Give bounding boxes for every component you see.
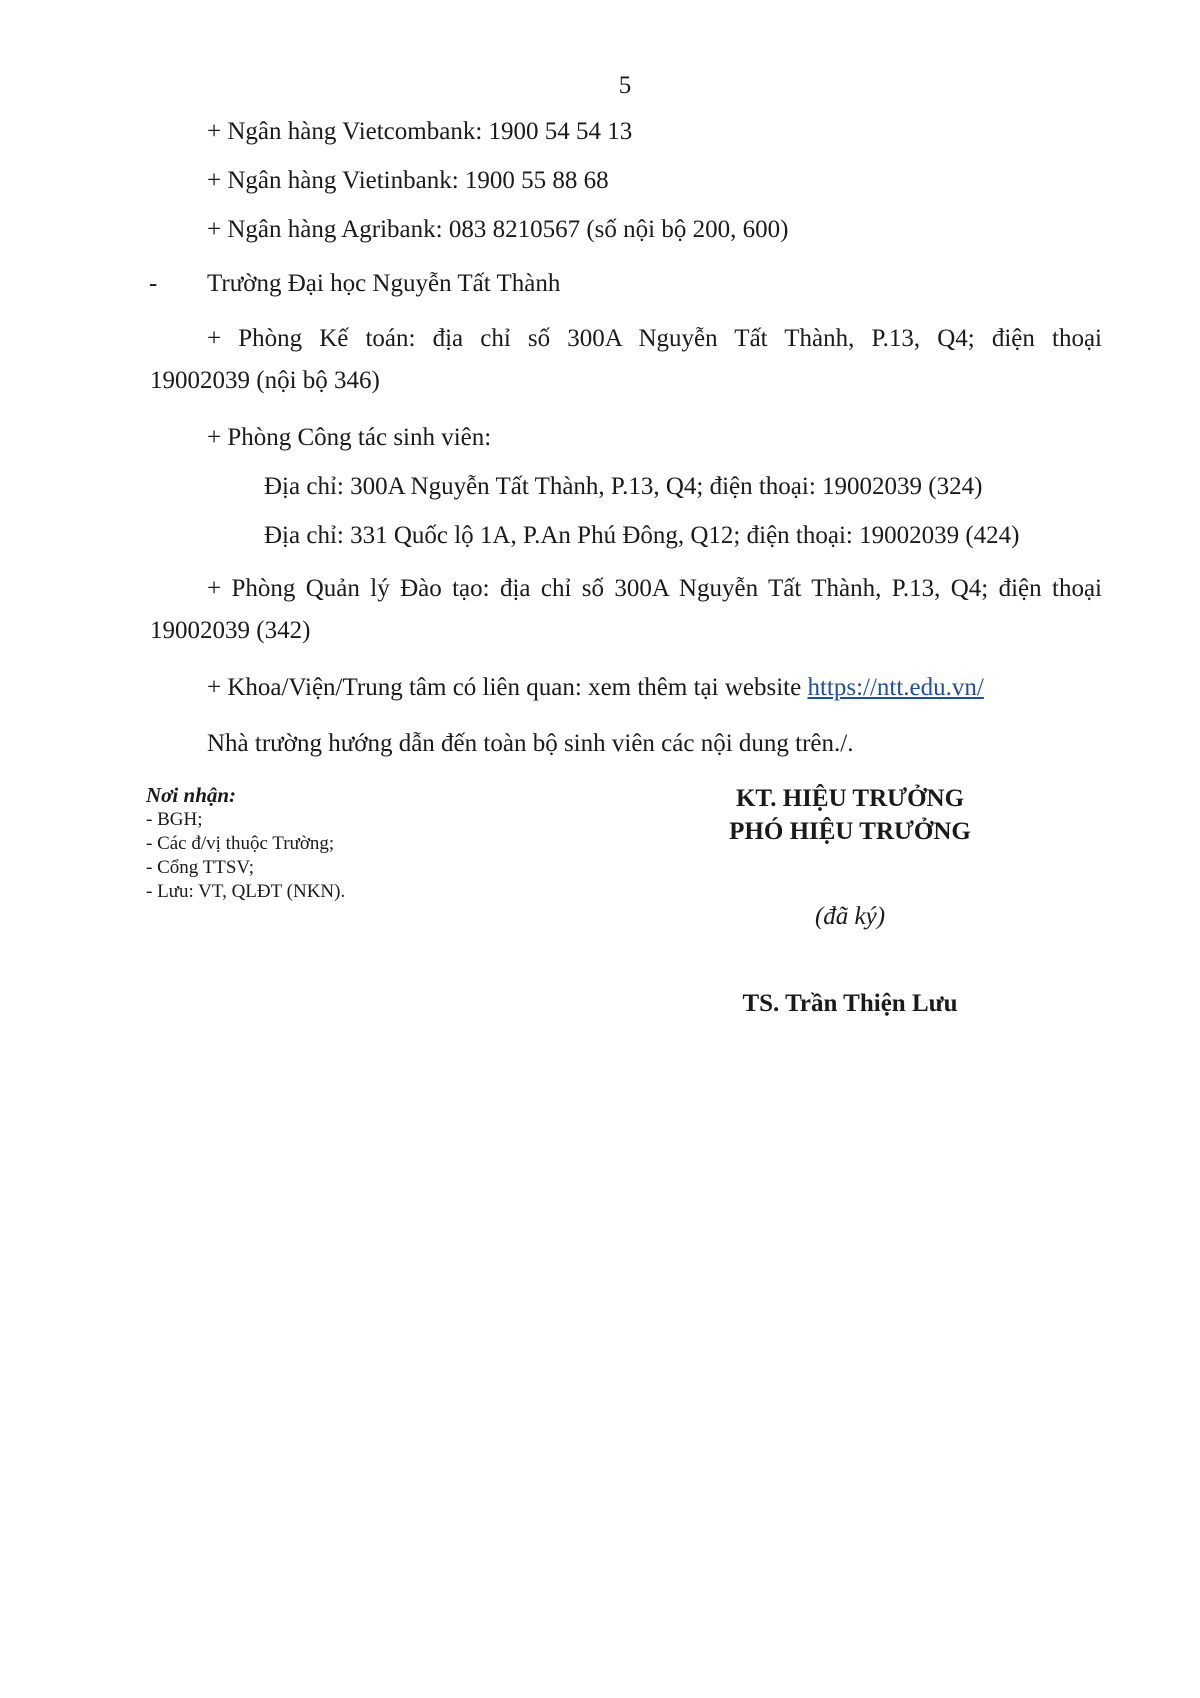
accounting-phone: 19002039 (nội bộ 346) [150, 367, 380, 394]
recipients-block [146, 782, 345, 904]
bank-line-vietinbank: + Ngân hàng Vietinbank: 1900 55 88 68 [207, 167, 609, 194]
accounting-line: + Phòng Kế toán: địa chỉ số 300A Nguyễn Tất Thành, P.13, Q4; điện thoại [207, 325, 1102, 352]
bank-line-agribank: + Ngân hàng Agribank: 083 8210567 (số nội bộ 200, 600) [207, 216, 789, 243]
training-phone: 19002039 (342) [150, 617, 311, 644]
recipient-item: - Lưu: VT, QLĐT (NKN). [146, 881, 346, 902]
university-name: Trường Đại học Nguyễn Tất Thành [207, 270, 561, 297]
student-affairs-address-1: Địa chỉ: 300A Nguyễn Tất Thành, P.13, Q4; điện thoại: 19002039 (324) [264, 473, 983, 500]
signed-note: (đã ký) [814, 903, 886, 930]
bank-line-vietcombank: + Ngân hàng Vietcombank: 1900 54 54 13 [207, 118, 633, 145]
recipient-item: - Cổng TTSV; [146, 857, 255, 878]
faculty-text: + Khoa/Viện/Trung tâm có liên quan: xem thêm tại website [207, 674, 808, 701]
website-link[interactable]: https://ntt.edu.vn/ [807, 674, 984, 701]
recipient-item: - Các đ/vị thuộc Trường; [146, 833, 335, 854]
training-line: + Phòng Quản lý Đào tạo: địa chỉ số 300A Nguyễn Tất Thành, P.13, Q4; điện thoại [207, 575, 1102, 602]
signer-name: TS. Trần Thiện Lưu [742, 990, 958, 1017]
signature-title-2: PHÓ HIỆU TRƯỞNG [729, 818, 971, 845]
student-affairs-title: + Phòng Công tác sinh viên: [207, 424, 492, 451]
page-number: 5 [618, 72, 632, 99]
student-affairs-address-2: Địa chỉ: 331 Quốc lộ 1A, P.An Phú Đông, Q12; điện thoại: 19002039 (424) [264, 522, 1020, 549]
list-bullet: - [149, 270, 158, 297]
recipient-item: - BGH; [146, 809, 203, 830]
signature-block [650, 782, 1050, 848]
closing-sentence: Nhà trường hướng dẫn đến toàn bộ sinh viên các nội dung trên./. [207, 730, 854, 757]
recipients-title: Nơi nhận: [146, 783, 237, 807]
faculty-line [207, 672, 984, 704]
training-paragraph [150, 568, 1102, 652]
accounting-paragraph [150, 318, 1102, 402]
signature-title-1: KT. HIỆU TRƯỞNG [735, 785, 965, 812]
